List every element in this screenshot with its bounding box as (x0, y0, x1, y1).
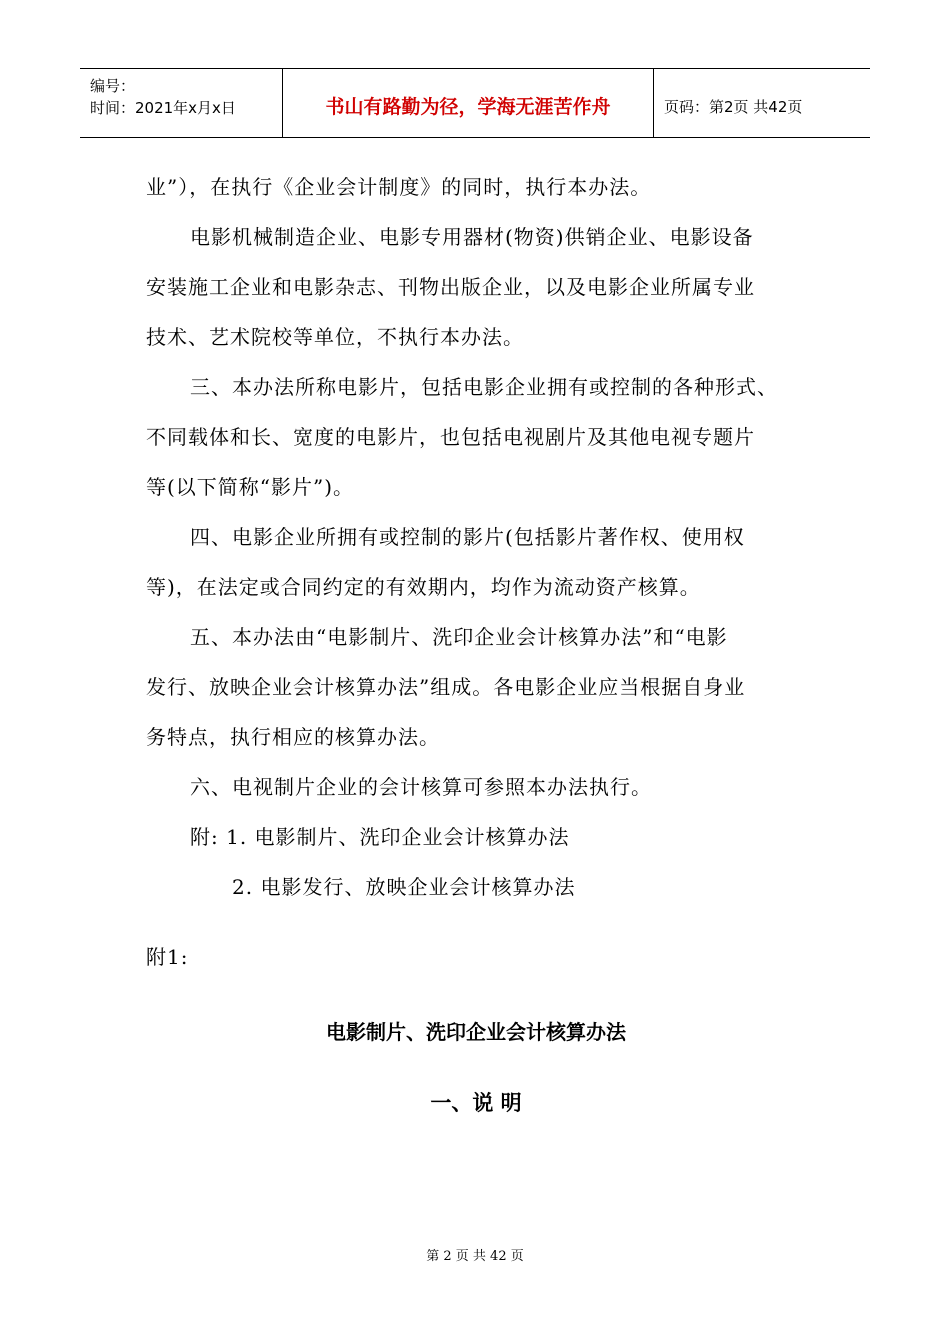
paragraph-line: 四、电影企业所拥有或控制的影片(包括影片著作权、使用权 (190, 525, 745, 549)
paragraph-line: 电影机械制造企业、电影专用器材(物资)供销企业、电影设备 (190, 225, 754, 249)
appendix-item: 2. 电影发行、放映企业会计核算办法 (232, 875, 576, 899)
header-motto: 书山有路勤为径，学海无涯苦作舟 (325, 96, 611, 118)
paragraph-line: 业”），在执行《企业会计制度》的同时，执行本办法。 (146, 175, 652, 199)
paragraph-line: 等(以下简称“影片”)。 (146, 475, 355, 499)
document-time-label: 时间：2021年x月x日 (90, 99, 236, 117)
header-page-cell (654, 69, 870, 137)
document-code-label: 编号： (90, 77, 136, 95)
appendix-item: 附: 1. 电影制片、洗印企业会计核算办法 (190, 825, 570, 849)
paragraph-line: 等)，在法定或合同约定的有效期内，均作为流动资产核算。 (146, 575, 701, 599)
paragraph-line: 发行、放映企业会计核算办法”组成。各电影企业应当根据自身业 (146, 675, 746, 699)
paragraph-line: 六、电视制片企业的会计核算可参照本办法执行。 (190, 775, 652, 799)
appendix-label: 附1: (146, 945, 189, 969)
page-footer: 第 2 页 共 42 页 (426, 1249, 524, 1264)
section-heading: 一、说 明 (430, 1091, 522, 1115)
header-motto-cell (283, 69, 654, 137)
document-title: 电影制片、洗印企业会计核算办法 (326, 1020, 626, 1044)
paragraph-line: 安装施工企业和电影杂志、刊物出版企业，以及电影企业所属专业 (146, 275, 755, 299)
header-page-info: 页码：第2页 共42页 (664, 98, 803, 116)
paragraph-line: 务特点，执行相应的核算办法。 (146, 725, 440, 749)
paragraph-line: 不同载体和长、宽度的电影片，也包括电视剧片及其他电视专题片 (146, 425, 755, 449)
header-meta-cell (80, 69, 283, 137)
page-header (80, 68, 870, 138)
paragraph-line: 五、本办法由“电影制片、洗印企业会计核算办法”和“电影 (190, 625, 728, 649)
paragraph-line: 技术、艺术院校等单位，不执行本办法。 (146, 325, 524, 349)
paragraph-line: 三、本办法所称电影片，包括电影企业拥有或控制的各种形式、 (190, 375, 778, 399)
